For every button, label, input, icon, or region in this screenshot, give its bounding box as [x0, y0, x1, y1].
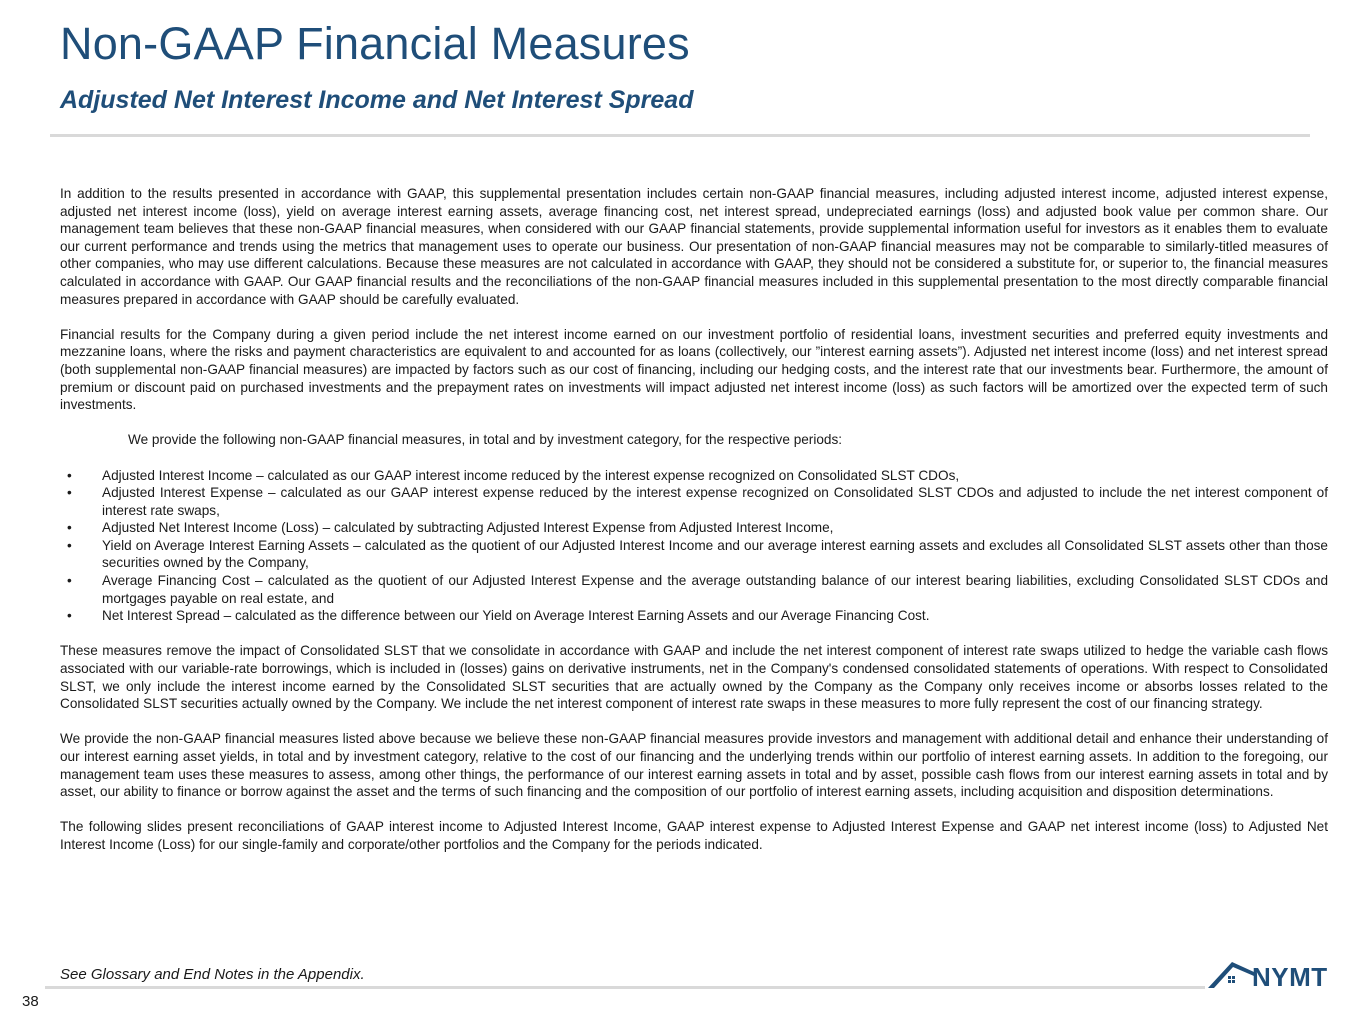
list-item-text: Adjusted Interest Income – calculated as our GAAP interest income reduced by the interest expense recognized on Consolidated SLST CDOs,	[102, 467, 960, 483]
paragraph-consolidated-slst: These measures remove the impact of Consolidated SLST that we consolidate in accordance with GAAP and include the net interest component of interest rate swaps utilized to hedge the variable cash flows associated with our variable-rate borrowings, which is included in (losses) gains on derivative instruments, net in the Company's condensed consolidated statements of operations. With respect to Consolidated SLST, we only include the interest income earned by the Consolidated SLST securities that are actually owned by the Company as the Company only receives income or absorbs losses related to the Consolidated SLST securities actually owned by the Company. We include the net interest component of interest rate swaps in these measures to more fully represent the cost of our financing strategy.	[60, 643, 1328, 712]
list-item-text: Net Interest Spread – calculated as the difference between our Yield on Average Interest Earning Assets and our Average Financing Cost.	[102, 608, 930, 624]
list-item-text: Adjusted Interest Expense – calculated as our GAAP interest expense reduced by the interest expense recognized on Consolidated SLST CDOs and adjusted to include the net interest component of interest rate swaps,	[102, 485, 1328, 518]
list-item	[60, 537, 1328, 572]
body-text	[60, 185, 1328, 871]
paragraph-reconciliations: The following slides present reconciliations of GAAP interest income to Adjusted Interest Income, GAAP interest expense to Adjusted Interest Expense and GAAP net interest income (loss) to Adjusted Net Interest Income (Loss) for our single-family and corporate/other portfolios and the Company for the periods indicated.	[60, 819, 1328, 852]
list-item-text: Average Financing Cost – calculated as the quotient of our Adjusted Interest Expense and the average outstanding balance of our interest bearing liabilities, excluding Consolidated SLST CDOs and mortgages payable on real estate, and	[102, 573, 1328, 606]
list-item-text: Adjusted Net Interest Income (Loss) – calculated by subtracting Adjusted Interest Expense from Adjusted Interest Income,	[102, 520, 834, 536]
logo-text: NYMT	[1252, 962, 1328, 992]
list-item	[60, 519, 1328, 537]
list-item	[60, 467, 1328, 485]
paragraph-financial-results: Financial results for the Company during a given period include the net interest income earned on our investment portfolio of residential loans, investment securities and preferred equity investments and mezzanine loans, where the risks and payment characteristics are equivalent to and accounted for as loans (collectively, our ”interest earning assets”). Adjusted net interest income (loss) and net interest spread (both supplemental non-GAAP financial measures) are impacted by factors such as our cost of financing, including our hedging costs, and the interest rate that our investments bear. Furthermore, the amount of premium or discount paid on purchased investments and the prepayment rates on investments will impact adjusted net interest income (loss) as such factors will be amortized over the expected term of such investments.	[60, 326, 1328, 413]
list-item	[60, 607, 1328, 625]
list-item-text: Yield on Average Interest Earning Assets – calculated as the quotient of our Adjusted Interest Income and our average interest earning assets and excludes all Consolidated SLST assets other than those securities owned by the Company,	[102, 537, 1328, 571]
footer-divider	[45, 986, 1205, 989]
page-number: 38	[22, 993, 39, 1010]
bullet-icon: •	[67, 608, 72, 624]
appendix-note: See Glossary and End Notes in the Appendix.	[60, 966, 365, 983]
list-item	[60, 572, 1328, 607]
bullet-icon: •	[67, 485, 72, 501]
bullet-icon: •	[67, 520, 72, 536]
list-item	[60, 484, 1328, 519]
paragraph-rationale: We provide the non-GAAP financial measures listed above because we believe these non-GAAP financial measures provide investors and management with additional detail and enhance their understanding of our interest earning asset yields, in total and by investment category, relative to the cost of our financing and the underlying trends within our portfolio of interest earning assets. In addition to the foregoing, our management team uses these measures to assess, among other things, the performance of our interest earning assets in total and by asset, possible cash flows from our interest earning assets in total and by asset, our ability to finance or borrow against the asset and the terms of such financing and the composition of our portfolio of interest earning assets, including acquisition and disposition determinations.	[60, 731, 1328, 800]
company-logo	[1206, 958, 1346, 992]
header-divider	[50, 134, 1310, 137]
house-roof-icon	[1206, 958, 1256, 992]
page-title: Non-GAAP Financial Measures	[60, 18, 690, 69]
paragraph-intro: In addition to the results presented in accordance with GAAP, this supplemental presentation includes certain non-GAAP financial measures, including adjusted interest income, adjusted interest expense, adjusted net interest income (loss), yield on average interest earning assets, average financing cost, net interest spread, undepreciated earnings (loss) and adjusted book value per common share. Our management team believes that these non-GAAP financial measures, when considered with our GAAP financial statements, provide supplemental information useful for investors as it enables them to evaluate our current performance and trends using the metrics that management uses to operate our business. Our presentation of non-GAAP financial measures may not be comparable to similarly-titled measures of other companies, who may use different calculations. Because these measures are not calculated in accordance with GAAP, they should not be considered a substitute for, or superior to, the financial measures calculated in accordance with GAAP. Our GAAP financial results and the reconciliations of the non-GAAP financial measures included in this supplemental presentation to the most directly comparable financial measures prepared in accordance with GAAP should be carefully evaluated.	[60, 186, 1328, 307]
bullet-icon: •	[67, 467, 72, 483]
bullet-icon: •	[67, 573, 72, 589]
page-subtitle: Adjusted Net Interest Income and Net Interest Spread	[60, 86, 694, 114]
paragraph-measures-intro: We provide the following non-GAAP financial measures, in total and by investment category, for the respective periods:	[128, 432, 843, 448]
measures-list	[60, 467, 1328, 625]
bullet-icon: •	[67, 537, 72, 553]
